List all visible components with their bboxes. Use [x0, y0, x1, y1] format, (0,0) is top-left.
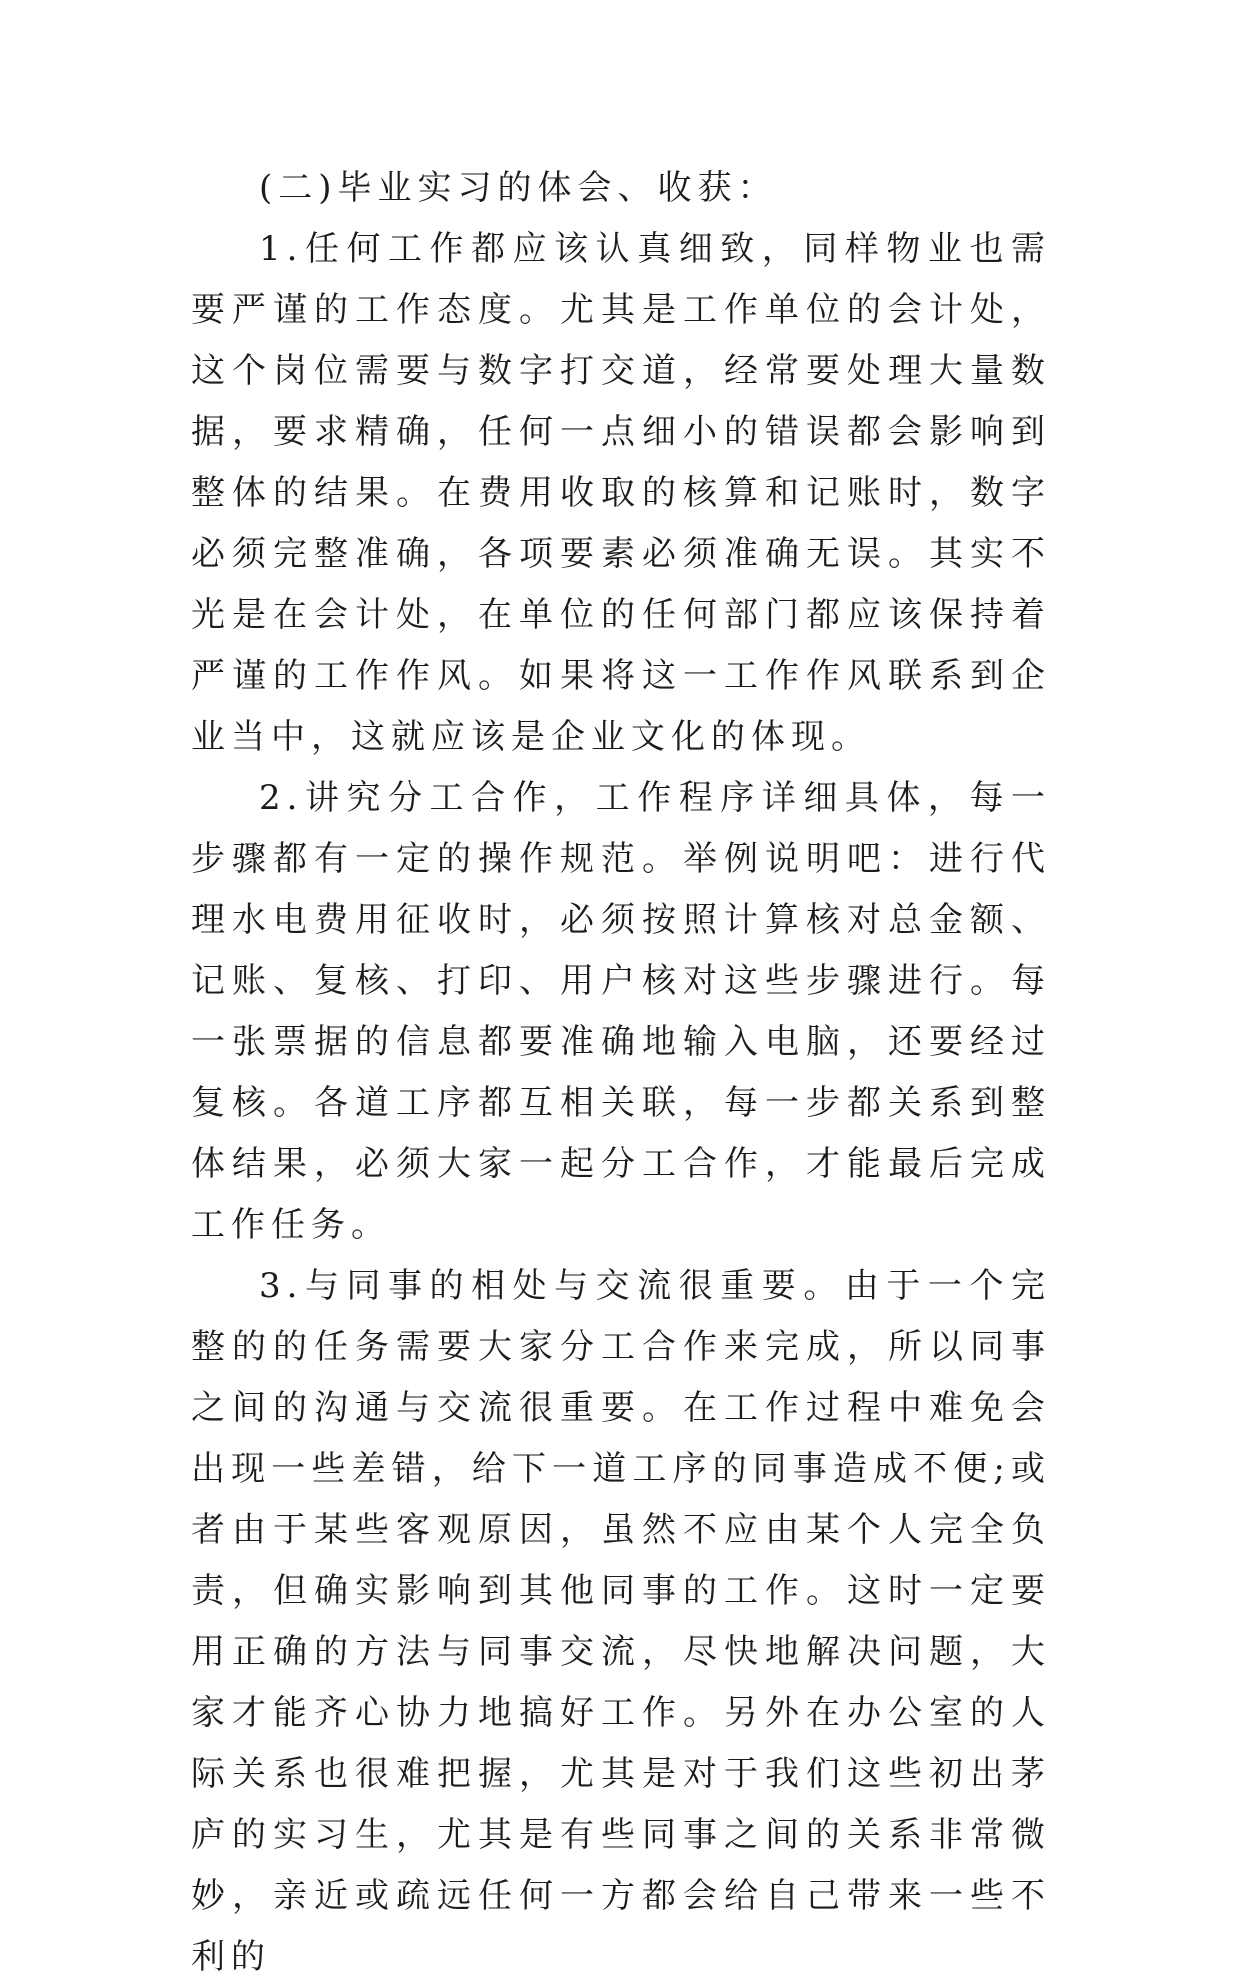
- section-heading: (二)毕业实习的体会、收获：: [259, 168, 778, 208]
- paragraph-3: 3.与同事的相处与交流很重要。由于一个完整的的任务需要大家分工合作来完成，所以同事之间的沟通与交流很重要。在工作过程中难免会出现一些差错，给下一道工序的同事造成不便;或者由于某些客观原因，虽然不应由某个人完全负责，但确实影响到其他同事的工作。这时一定要用正确的方法与同事交流，尽快地解决问题，大家才能齐心协力地搞好工作。另外在办公室的人际关系也很难把握，尤其是对于我们这些初出茅庐的实习生，尤其是有些同事之间的关系非常微妙，亲近或疏远任何一方都会给自己带来一些不利的: [191, 1266, 1051, 1977]
- paragraph-2: 2.讲究分工合作，工作程序详细具体，每一步骤都有一定的操作规范。举例说明吧：进行代理水电费用征收时，必须按照计算核对总金额、记账、复核、打印、用户核对这些步骤进行。每一张票据的信息都要准确地输入电脑，还要经过复核。各道工序都互相关联，每一步都关系到整体结果，必须大家一起分工合作，才能最后完成工作任务。: [191, 778, 1051, 1245]
- document-body: [191, 158, 1051, 1988]
- paragraph-1: 1.任何工作都应该认真细致，同样物业也需要严谨的工作态度。尤其是工作单位的会计处，这个岗位需要与数字打交道，经常要处理大量数据，要求精确，任何一点细小的错误都会影响到整体的结果。在费用收取的核算和记账时，数字必须完整准确，各项要素必须准确无误。其实不光是在会计处，在单位的任何部门都应该保持着严谨的工作作风。如果将这一工作作风联系到企业当中，这就应该是企业文化的体现。: [191, 229, 1051, 757]
